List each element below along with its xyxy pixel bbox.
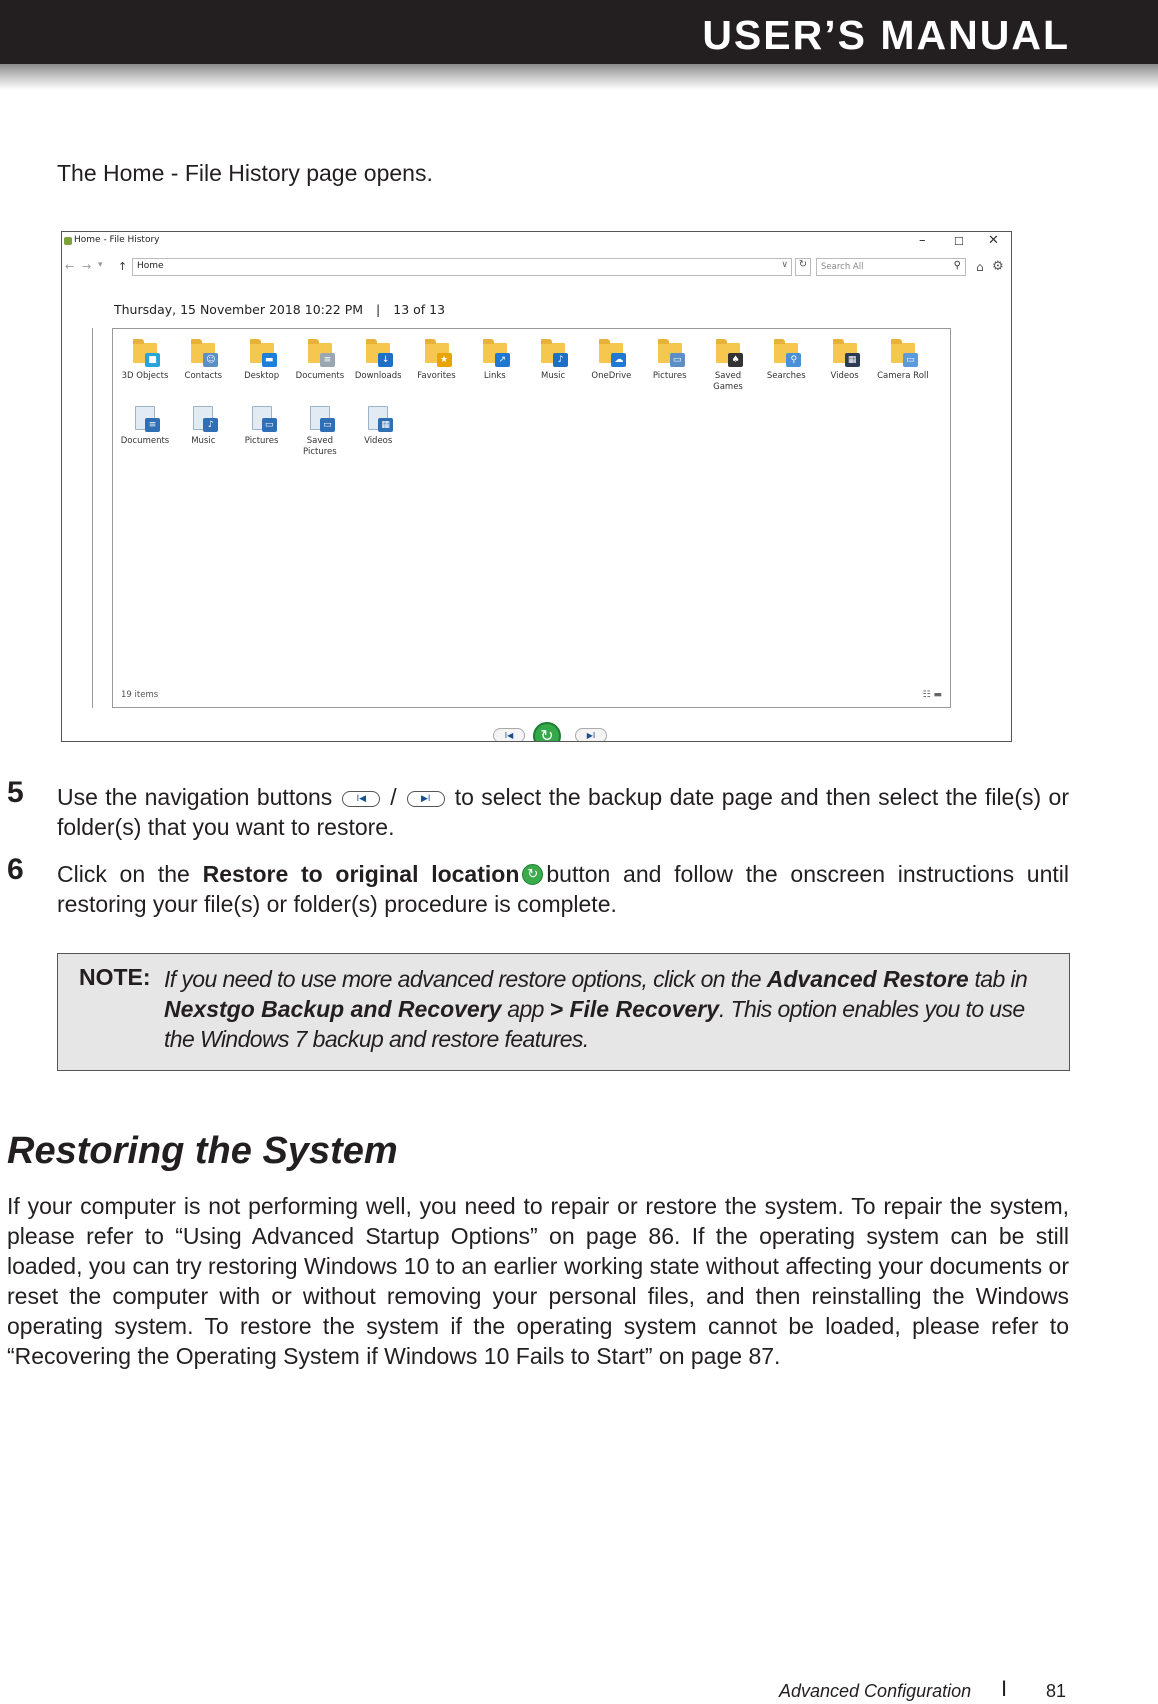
refresh-icon[interactable]: ↻	[795, 258, 811, 276]
step-5-text: Use the navigation buttons I◀ / ▶I to select the backup date page and then select the file(s) or folder(s) that you want to restore.	[57, 784, 1069, 840]
library-item[interactable]	[291, 402, 349, 457]
folder-item[interactable]	[116, 337, 174, 382]
folder-icon: ▬	[247, 337, 277, 367]
backup-date: Thursday, 15 November 2018 10:22 PM	[114, 302, 364, 317]
folder-label: Links	[483, 371, 506, 381]
header-bar	[0, 0, 1158, 66]
items-count: 19 items	[121, 690, 159, 700]
folder-label: Pictures	[652, 371, 687, 381]
folder-icon: ▭	[888, 337, 918, 367]
search-input[interactable]	[816, 258, 966, 276]
file-history-app-icon	[64, 237, 72, 245]
folder-icon: ⚲	[771, 337, 801, 367]
folder-label: Favorites	[417, 371, 456, 381]
library-label: Videos	[364, 436, 393, 446]
manual-title: USER’S MANUAL	[702, 12, 1070, 58]
folder-label: Desktop	[244, 371, 280, 381]
folder-item[interactable]	[641, 337, 699, 382]
address-bar[interactable]	[132, 258, 792, 276]
folder-item[interactable]	[582, 337, 640, 382]
view-toggle-icon[interactable]: ☷ ▬	[922, 690, 942, 700]
address-text: Home	[137, 261, 164, 271]
folder-label: Downloads	[354, 371, 402, 381]
folder-item[interactable]	[874, 337, 932, 382]
backup-date-line: Thursday, 15 November 2018 10:22 PM | 13 of 13	[114, 302, 446, 317]
folder-label: Camera Roll	[877, 371, 929, 381]
folder-icon: ↗	[480, 337, 510, 367]
step-6-text: Click on the Restore to original location ↻ button and follow the onscreen instructions until restoring your file(s) or folder(s) procedure is complete.	[57, 861, 1069, 917]
up-arrow-icon[interactable]: ↑	[118, 260, 128, 273]
maximize-icon[interactable]: ☐	[954, 235, 964, 248]
window-title: Home - File History	[74, 235, 160, 245]
note-label: NOTE:	[79, 964, 151, 990]
address-dropdown-icon[interactable]: ∨	[781, 260, 788, 270]
restore-button[interactable]: ↻	[533, 722, 561, 742]
folder-pane	[112, 328, 951, 708]
folder-icon: ♠	[713, 337, 743, 367]
folder-label: Documents	[295, 371, 345, 381]
folder-label: Searches	[766, 371, 806, 381]
folder-item[interactable]	[174, 337, 232, 382]
restore-icon: ↻	[522, 864, 543, 885]
page-number: 81	[1046, 1681, 1067, 1701]
library-icon: ▭	[305, 402, 335, 432]
folder-label: Contacts	[184, 371, 223, 381]
folder-label: OneDrive	[591, 371, 632, 381]
library-item[interactable]	[349, 402, 407, 447]
folder-label: Videos	[830, 371, 859, 381]
library-label: Pictures	[244, 436, 279, 446]
folder-item[interactable]	[699, 337, 757, 392]
search-icon: ⚲	[953, 260, 961, 271]
close-icon[interactable]: ✕	[988, 233, 999, 248]
library-label: Saved Pictures	[303, 436, 337, 457]
folder-icon: ■	[130, 337, 160, 367]
intro-text: The Home - File History page opens.	[57, 160, 433, 186]
next-version-button[interactable]: ▶I	[575, 728, 607, 742]
previous-button-icon: I◀	[342, 791, 380, 807]
library-item[interactable]	[174, 402, 232, 447]
forward-arrow-icon[interactable]: →	[82, 260, 92, 273]
folder-icon: ▦	[830, 337, 860, 367]
folder-item[interactable]	[524, 337, 582, 382]
folder-item[interactable]	[349, 337, 407, 382]
folder-item[interactable]	[816, 337, 874, 382]
minimize-icon[interactable]: –	[919, 233, 926, 248]
next-button-icon: ▶I	[407, 791, 445, 807]
folder-label: 3D Objects	[121, 371, 169, 381]
window-titlebar	[62, 232, 1011, 254]
library-icon: ▭	[247, 402, 277, 432]
restore-to-original-location-label: Restore to original location	[202, 861, 520, 887]
note-box	[57, 953, 1070, 1071]
folder-icon: ≡	[305, 337, 335, 367]
step-number-5: 5	[7, 776, 24, 809]
library-label: Music	[191, 436, 216, 446]
gear-icon[interactable]: ⚙	[992, 259, 1004, 274]
library-icon: ♪	[188, 402, 218, 432]
step-number-6: 6	[7, 853, 24, 886]
folder-icon: ↓	[363, 337, 393, 367]
backup-position: 13 of 13	[393, 302, 446, 317]
footer-section: Advanced Configuration	[779, 1681, 972, 1701]
folder-item[interactable]	[291, 337, 349, 382]
file-history-screenshot	[61, 231, 1012, 742]
folder-icon: ▭	[655, 337, 685, 367]
note-text: If you need to use more advanced restore options, click on the Advanced Restore tab in Nexstgo Backup and Recovery app > File Recovery. This option enables you to use the Windows 7 backup and restore features.	[164, 966, 1028, 1052]
folder-item[interactable]	[233, 337, 291, 382]
library-icon: ≡	[130, 402, 160, 432]
header-shadow	[0, 64, 1158, 90]
library-icon: ▦	[363, 402, 393, 432]
section-title: Restoring the System	[7, 1130, 398, 1172]
navigation-controls	[487, 722, 613, 742]
folder-item[interactable]	[408, 337, 466, 382]
folder-label: Music	[541, 371, 566, 381]
back-arrow-icon[interactable]: ←	[65, 260, 75, 273]
address-row	[62, 256, 1011, 280]
home-icon[interactable]: ⌂	[976, 260, 984, 274]
folder-label: Saved Games	[713, 371, 743, 392]
folder-icon: ☺	[188, 337, 218, 367]
folder-item[interactable]	[757, 337, 815, 382]
footer-separator: I	[1001, 1676, 1008, 1701]
previous-version-button[interactable]: I◀	[493, 728, 525, 742]
history-dropdown-icon[interactable]: ▾	[98, 260, 103, 270]
library-item[interactable]	[116, 402, 174, 447]
folder-icon: ☁	[596, 337, 626, 367]
library-item[interactable]	[233, 402, 291, 447]
folder-item[interactable]	[466, 337, 524, 382]
search-placeholder: Search All	[821, 262, 864, 272]
folder-icon: ★	[422, 337, 452, 367]
folder-icon: ♪	[538, 337, 568, 367]
library-label: Documents	[120, 436, 170, 446]
left-pane	[62, 328, 93, 708]
section-body: If your computer is not performing well, you need to repair or restore the system. To repair the system, please refer to “Using Advanced Startup Options” on page 86. If the operating system can be still loaded, you can try restoring Windows 10 to an earlier working state without affecting your documents or reset the computer with or without removing your personal files, and then reinstalling the Windows operating system. To restore the system if the operating system cannot be loaded, please refer to “Recovering the Operating System if Windows 10 Fails to Start” on page 87.	[7, 1193, 1069, 1369]
